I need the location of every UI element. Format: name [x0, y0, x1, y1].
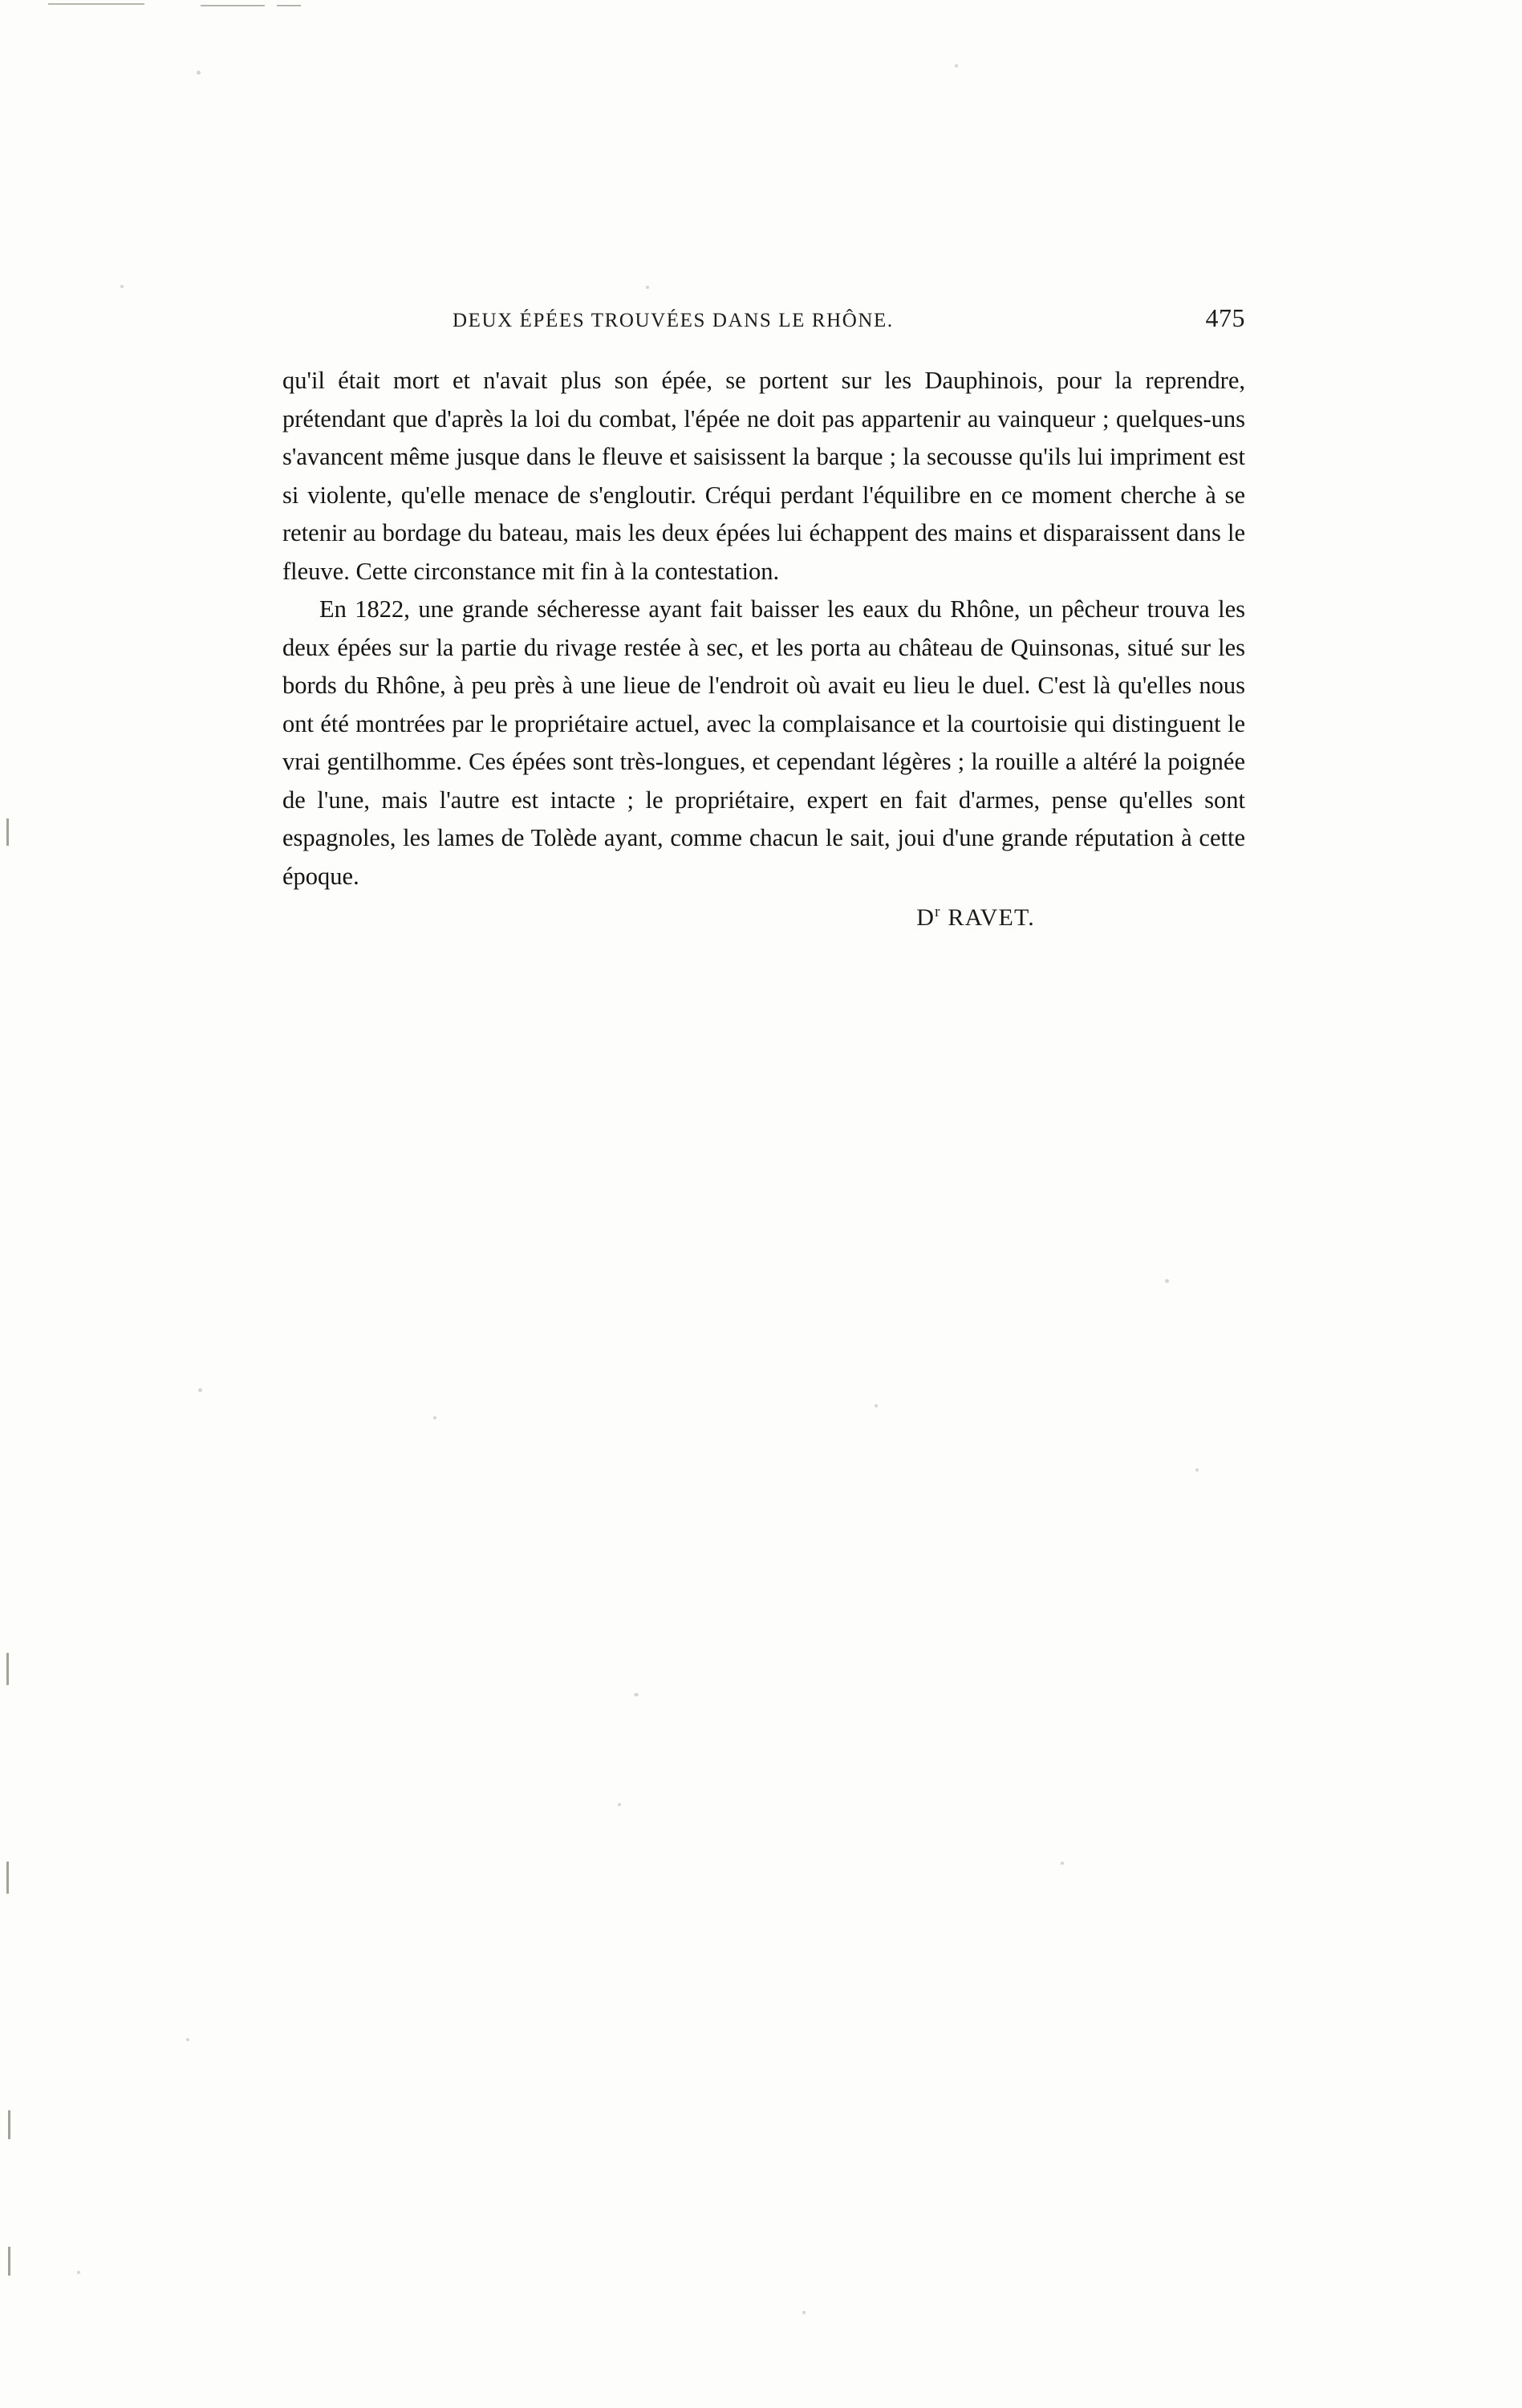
- paper-speck: [802, 2311, 806, 2314]
- author-signature: [282, 904, 1245, 932]
- paper-speck: [120, 285, 124, 288]
- signature-superscript: r: [935, 904, 941, 920]
- scan-edge-mark: [6, 818, 9, 846]
- paper-speck: [634, 1693, 639, 1696]
- scan-edge-mark: [48, 3, 144, 5]
- running-head: [282, 303, 1245, 333]
- signature-name: RAVET.: [948, 904, 1035, 931]
- paper-speck: [433, 1416, 436, 1419]
- running-head-title: DEUX ÉPÉES TROUVÉES DANS LE RHÔNE.: [453, 310, 894, 331]
- scan-edge-mark: [6, 1653, 9, 1685]
- paragraph-1: qu'il était mort et n'avait plus son épée, se portent sur les Dauphinois, pour la reprendre, prétendant que d'après la loi du combat, l'épée ne doit pas appartenir au vainqueur ; quelques-uns s'avancent même jusque dans le fleuve et saisissent la barque ; la secousse qu'ils lui impriment est si violente, qu'elle menace de s'engloutir. Créqui perdant l'équilibre en ce moment cherche à se retenir au bordage du bateau, mais les deux épées lui échappent des mains et disparaissent dans le fleuve. Cette circonstance mit fin à la contestation.: [282, 367, 1245, 585]
- scan-edge-mark: [201, 5, 265, 6]
- signature-prefix: D: [916, 904, 936, 931]
- scan-edge-mark: [8, 2110, 10, 2139]
- paragraph-2: En 1822, une grande sécheresse ayant fait baisser les eaux du Rhône, un pêcheur trouva les deux épées sur la partie du rivage restée à sec, et les porta au château de Quinsonas, situé sur les bords du Rhône, à peu près à une lieue de l'endroit où avait eu lieu le duel. C'est là qu'elles nous ont été montrées par le propriétaire actuel, avec la complaisance et la courtoisie qui distinguent le vrai gentilhomme. Ces épées sont très-longues, et cependant légères ; la rouille a altéré la poignée de l'une, mais l'autre est intacte ; le propriétaire, expert en fait d'armes, pense qu'elles sont espagnoles, les lames de Tolède ayant, comme chacun le sait, joui d'une grande réputation à cette époque.: [282, 595, 1245, 890]
- scan-edge-mark: [8, 2247, 10, 2276]
- paper-speck: [1165, 1279, 1169, 1283]
- paper-speck: [1195, 1468, 1199, 1472]
- paper-speck: [875, 1404, 878, 1407]
- paper-speck: [77, 2271, 80, 2274]
- page-text-block: [282, 303, 1245, 932]
- page-number: 475: [1205, 303, 1245, 332]
- scan-edge-mark: [6, 1862, 9, 1894]
- paper-speck: [646, 286, 649, 289]
- paper-speck: [186, 2038, 189, 2041]
- paper-speck: [198, 1388, 202, 1392]
- paper-speck: [618, 1803, 621, 1806]
- paper-speck: [1061, 1862, 1064, 1865]
- scan-edge-mark: [277, 5, 301, 6]
- paper-speck: [197, 71, 201, 75]
- paper-speck: [955, 64, 958, 67]
